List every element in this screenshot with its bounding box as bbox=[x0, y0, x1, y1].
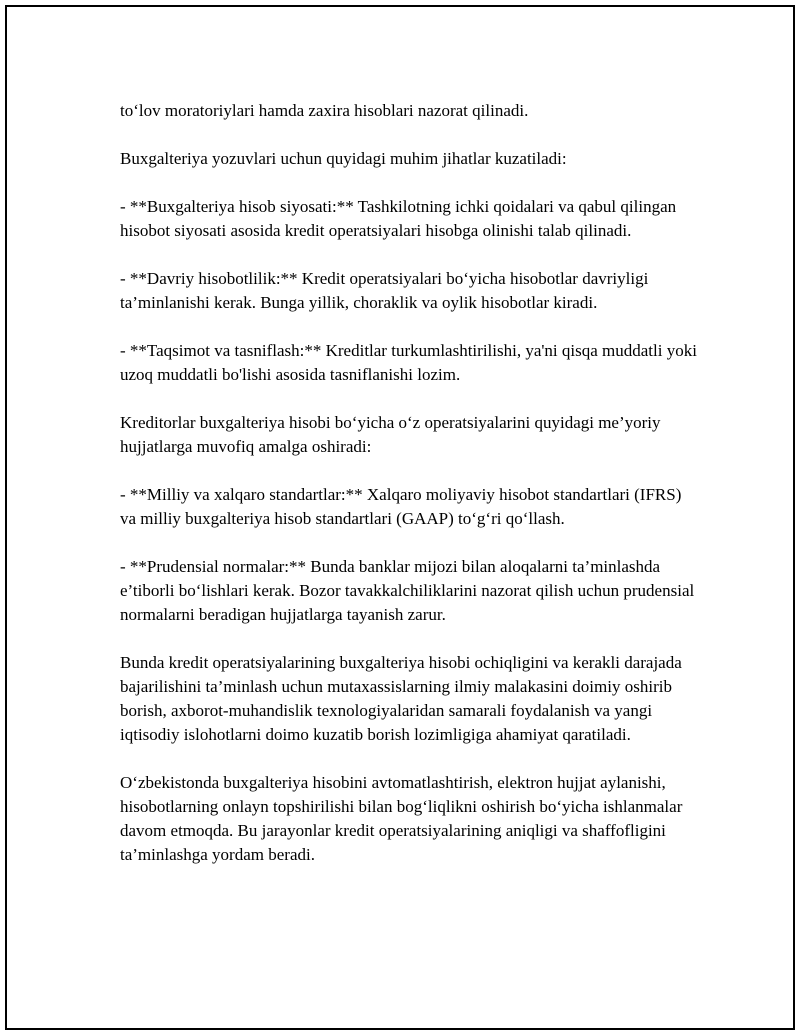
bullet-periodic-reporting: - **Davriy hisobotlilik:** Kredit operatsiyalari bo‘yicha hisobotlar davriyligi ta’minlanishi kerak. Bunga yillik, choraklik va oylik hisobotlar kiradi. bbox=[120, 269, 649, 312]
paragraph-automation: O‘zbekistonda buxgalteriya hisobini avtomatlashtirish, elektron hujjat aylanishi, hisobotlarning onlayn topshirilishi bilan bog‘liqlikni oshirish bo‘yicha ishlanmalar davom etmoqda. Bu jarayonlar kredit operatsiyalarining aniqligi va shaffofligini ta’minlashga yordam beradi. bbox=[120, 773, 683, 864]
bullet-accounting-policy: - **Buxgalteriya hisob siyosati:** Tashkilotning ichki qoidalari va qabul qilingan hisobot siyosati asosida kredit operatsiyalari hisobga olinishi talab qilinadi. bbox=[120, 197, 677, 240]
paragraph-2: Buxgalteriya yozuvlari uchun quyidagi muhim jihatlar kuzatiladi: bbox=[120, 149, 567, 168]
bullet-classification: - **Taqsimot va tasniflash:** Kreditlar turkumlashtirilishi, ya'ni qisqa muddatli yoki uzoq muddatli bo'lishi asosida tasniflanishi lozim. bbox=[120, 341, 697, 384]
paragraph-1: to‘lov moratoriylari hamda zaxira hisoblari nazorat qilinadi. bbox=[120, 101, 529, 120]
bullet-prudential-norms: - **Prudensial normalar:** Bunda banklar mijozi bilan aloqalarni ta’minlashda e’tiborli bo‘lishlari kerak. Bozor tavakkalchiliklarini nazorat qilish uchun prudensial normalarni beradigan hujjatlarga tayanish zarur. bbox=[120, 557, 695, 624]
bullet-standards: - **Milliy va xalqaro standartlar:** Xalqaro moliyaviy hisobot standartlari (IFRS) va milliy buxgalteriya hisob standartlari (GAAP) to‘g‘ri qo‘llash. bbox=[120, 485, 682, 528]
page-frame bbox=[5, 5, 795, 1030]
document-body bbox=[120, 99, 700, 891]
paragraph-transparency: Bunda kredit operatsiyalarining buxgalteriya hisobi ochiqligini va kerakli darajada bajarilishini ta’minlash uchun mutaxassislarning ilmiy malakasini doimiy oshirib borish, axborot-muhandislik texnologiyalaridan samarali foydalanish va yangi iqtisodiy islohotlarni doimo kuzatib borish lozimligiga ahamiyat qaratiladi. bbox=[120, 653, 682, 744]
paragraph-creditors: Kreditorlar buxgalteriya hisobi bo‘yicha o‘z operatsiyalarini quyidagi me’yoriy hujjatlarga muvofiq amalga oshiradi: bbox=[120, 413, 661, 456]
